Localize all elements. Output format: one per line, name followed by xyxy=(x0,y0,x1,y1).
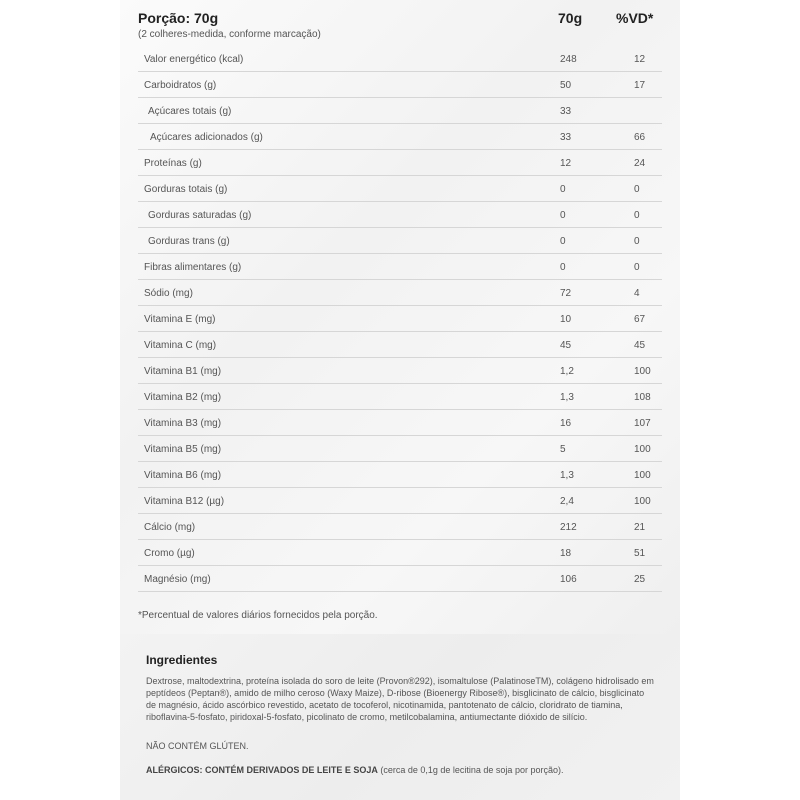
nutrient-daily-value: 0 xyxy=(634,210,640,221)
table-row xyxy=(138,280,662,306)
nutrient-daily-value: 51 xyxy=(634,548,646,559)
column-header-daily-value: %VD* xyxy=(616,10,654,26)
nutrient-daily-value: 107 xyxy=(634,418,651,429)
table-row xyxy=(138,46,662,72)
table-row xyxy=(138,566,662,592)
column-header-amount: 70g xyxy=(558,10,583,26)
ingredients-text: Dextrose, maltodextrina, proteína isolada do soro de leite (Provon®292), isomaltulose (PalatinoseTM), colágeno hidrolisado em peptídeos (Peptan®), amido de milho ceroso (Waxy Maize), D-ribose (Bioenergy Ribose®), bisglicinato de cálcio, bisglicinato de magnésio, ácido ascórbico revestido, acetato de tocoferol, nicotinamida, pantotenato de cálcio, cloridrato de tiamina, riboflavina-5-fosfato, piridoxal-5-fosfato, picolinato de cromo, metilcobalamina, antiumectante dióxido de silício. xyxy=(146,676,654,722)
nutrient-amount: 16 xyxy=(560,418,572,429)
table-row xyxy=(138,176,662,202)
nutrient-label: Sódio (mg) xyxy=(144,288,193,299)
nutrient-label: Vitamina B1 (mg) xyxy=(144,366,222,377)
nutrient-amount: 106 xyxy=(560,574,577,585)
table-row xyxy=(138,228,662,254)
table-row xyxy=(138,150,662,176)
table-row xyxy=(138,462,662,488)
nutrient-amount: 248 xyxy=(560,54,577,65)
nutrient-label: Fibras alimentares (g) xyxy=(144,262,242,273)
table-row xyxy=(138,306,662,332)
nutrient-label: Vitamina C (mg) xyxy=(144,340,217,351)
daily-value-footnote: *Percentual de valores diários fornecidos pela porção. xyxy=(138,610,378,621)
nutrient-label: Vitamina E (mg) xyxy=(144,314,216,325)
nutrient-amount: 212 xyxy=(560,522,577,533)
nutrient-label: Cromo (µg) xyxy=(144,548,195,559)
ingredients-title: Ingredientes xyxy=(146,653,218,667)
allergens-notice xyxy=(146,765,563,775)
table-row xyxy=(138,488,662,514)
nutrient-daily-value: 66 xyxy=(634,132,646,143)
nutrient-label: Vitamina B12 (µg) xyxy=(144,496,225,507)
nutrient-daily-value: 100 xyxy=(634,444,651,455)
nutrient-amount: 33 xyxy=(560,106,572,117)
nutrient-label: Magnésio (mg) xyxy=(144,574,211,585)
nutrient-label: Gorduras trans (g) xyxy=(148,236,230,247)
nutrient-amount: 1,2 xyxy=(560,366,574,377)
nutrient-daily-value: 67 xyxy=(634,314,646,325)
nutrient-amount: 0 xyxy=(560,236,566,247)
table-row xyxy=(138,358,662,384)
nutrient-amount: 12 xyxy=(560,158,572,169)
table-row xyxy=(138,410,662,436)
nutrient-daily-value: 0 xyxy=(634,236,640,247)
allergens-label: ALÉRGICOS: CONTÉM DERIVADOS DE LEITE E SOJA xyxy=(146,765,378,775)
nutrient-daily-value: 25 xyxy=(634,574,646,585)
nutrient-label: Vitamina B3 (mg) xyxy=(144,418,222,429)
nutrient-amount: 1,3 xyxy=(560,392,574,403)
nutrient-daily-value: 21 xyxy=(634,522,646,533)
nutrient-label: Carboidratos (g) xyxy=(144,80,217,91)
nutrient-label: Gorduras totais (g) xyxy=(144,184,228,195)
nutrient-amount: 0 xyxy=(560,262,566,273)
nutrient-daily-value: 17 xyxy=(634,80,646,91)
table-row xyxy=(138,332,662,358)
nutrition-table xyxy=(138,46,662,592)
table-row xyxy=(138,436,662,462)
nutrient-amount: 1,3 xyxy=(560,470,574,481)
nutrient-daily-value: 0 xyxy=(634,184,640,195)
nutrient-daily-value: 108 xyxy=(634,392,651,403)
table-row xyxy=(138,72,662,98)
nutrient-daily-value: 0 xyxy=(634,262,640,273)
nutrient-amount: 0 xyxy=(560,210,566,221)
nutrient-amount: 18 xyxy=(560,548,572,559)
table-row xyxy=(138,124,662,150)
nutrient-daily-value: 100 xyxy=(634,496,651,507)
nutrient-amount: 45 xyxy=(560,340,572,351)
nutrient-label: Açúcares totais (g) xyxy=(148,106,232,117)
table-row xyxy=(138,514,662,540)
nutrient-daily-value: 12 xyxy=(634,54,646,65)
nutrient-label: Vitamina B5 (mg) xyxy=(144,444,222,455)
nutrient-label: Valor energético (kcal) xyxy=(144,54,244,65)
nutrient-daily-value: 100 xyxy=(634,366,651,377)
gluten-notice: NÃO CONTÉM GLÚTEN. xyxy=(146,741,249,751)
ingredients-panel xyxy=(120,634,680,800)
nutrient-amount: 72 xyxy=(560,288,572,299)
table-row xyxy=(138,254,662,280)
nutrition-header xyxy=(138,10,662,44)
table-row xyxy=(138,202,662,228)
nutrient-label: Gorduras saturadas (g) xyxy=(148,210,252,221)
nutrient-amount: 10 xyxy=(560,314,572,325)
nutrient-label: Açúcares adicionados (g) xyxy=(150,132,263,143)
nutrient-label: Proteínas (g) xyxy=(144,158,202,169)
table-row xyxy=(138,540,662,566)
nutrient-amount: 50 xyxy=(560,80,572,91)
nutrient-amount: 0 xyxy=(560,184,566,195)
portion-title: Porção: 70g xyxy=(138,10,219,26)
allergens-note: (cerca de 0,1g de lecitina de soja por porção). xyxy=(377,765,564,775)
nutrient-daily-value: 24 xyxy=(634,158,646,169)
nutrient-label: Vitamina B6 (mg) xyxy=(144,470,222,481)
nutrient-daily-value: 4 xyxy=(634,288,640,299)
nutrient-amount: 5 xyxy=(560,444,566,455)
table-row xyxy=(138,98,662,124)
nutrient-label: Vitamina B2 (mg) xyxy=(144,392,222,403)
table-row xyxy=(138,384,662,410)
nutrient-amount: 33 xyxy=(560,132,572,143)
nutrient-daily-value: 45 xyxy=(634,340,646,351)
nutrient-amount: 2,4 xyxy=(560,496,574,507)
nutrient-daily-value: 100 xyxy=(634,470,651,481)
portion-subtitle: (2 colheres-medida, conforme marcação) xyxy=(138,29,321,40)
nutrient-label: Cálcio (mg) xyxy=(144,522,196,533)
